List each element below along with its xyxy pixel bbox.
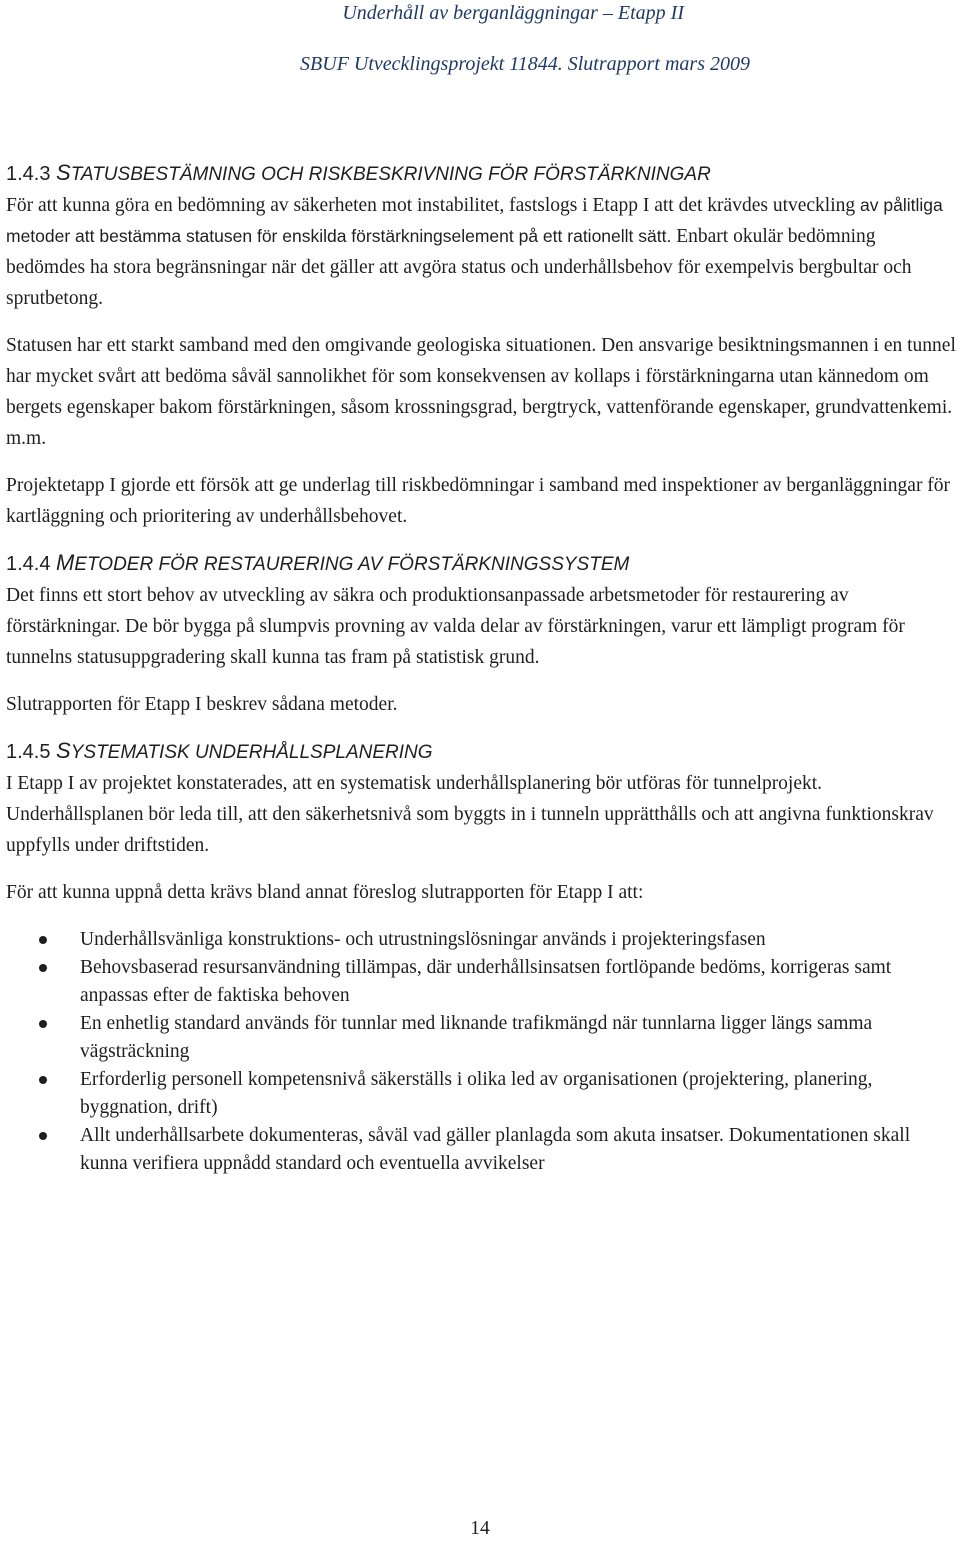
header-title: Underhåll av berganläggningar – Etapp II	[342, 2, 684, 24]
paragraph: Slutrapporten för Etapp I beskrev sådana metoder.	[6, 694, 398, 715]
list-item	[6, 1122, 956, 1178]
list-item-text: Underhållsvänliga konstruktions- och utrustningslösningar används i projekteringsfasen	[80, 929, 766, 950]
bullet-icon	[39, 1132, 47, 1140]
paragraph: Det finns ett stort behov av utveckling av säkra och produktionsanpassade arbetsmetoder för restaurering av förstärkningar. De bör bygga på slumpvis provning av valda delar av förstärkningen, varur ett lämpligt program för tunnelns statusuppgradering skall kunna tas fram på statistisk grund.	[6, 585, 905, 668]
section-title: YSTEMATISK UNDERHÅLLSPLANERING	[70, 742, 433, 763]
paragraph: I Etapp I av projektet konstaterades, att en systematisk underhållsplanering bör utföras för tunnelprojekt. Underhållsplanen bör leda till, att den säkerhetsnivå som byggts in i tunneln upprätthålls och att angivna funktionskrav uppfylls under driftstiden.	[6, 773, 934, 856]
section-title: ETODER FÖR RESTAURERING AV FÖRSTÄRKNINGSSYSTEM	[74, 554, 630, 575]
list-item	[6, 926, 956, 954]
bullet-icon	[39, 936, 47, 944]
list-item	[6, 1066, 956, 1122]
section-number: 1.4.5	[6, 741, 51, 763]
list-item-text: En enhetlig standard används för tunnlar med liknande trafikmängd när tunnlarna ligger längs samma vägsträckning	[80, 1013, 873, 1062]
list-item	[6, 954, 956, 1010]
paragraph: Statusen har ett starkt samband med den omgivande geologiska situationen. Den ansvarige besiktningsmannen i en tunnel har mycket svårt att bedöma såväl sannolikhet för som konsekvensen av kollaps i förstärkningarna utan kännedom om bergets egenskaper bakom förstärkningen, såsom krossningsgrad, bergtryck, vattenförande egenskaper, grundvattenkemi. m.m.	[6, 335, 956, 449]
section-title-initial: M	[56, 550, 75, 575]
section-heading-1-4-5	[6, 736, 956, 768]
section-heading-1-4-3	[6, 158, 956, 190]
text-run: För att kunna göra en bedömning av säkerheten mot instabilitet, fastslogs i Etapp I att det krävdes utveckling	[6, 195, 861, 216]
bullet-icon	[39, 964, 47, 972]
section-title-initial: S	[56, 160, 71, 185]
section-title-initial: S	[56, 738, 71, 763]
paragraph: Projektetapp I gjorde ett försök att ge underlag till riskbedömningar i samband med inspektioner av berganläggningar för kartläggning och prioritering av underhållsbehovet.	[6, 475, 951, 527]
list-item-text: Allt underhållsarbete dokumenteras, såväl vad gäller planlagda som akuta insatser. Dokumentationen skall kunna verifiera uppnådd standard och eventuella avvikelser	[80, 1125, 911, 1174]
paragraph: För att kunna uppnå detta krävs bland annat föreslog slutrapporten för Etapp I att:	[6, 882, 644, 903]
page-content	[6, 158, 956, 1178]
paragraph	[6, 190, 956, 314]
bullet-icon	[39, 1076, 47, 1084]
bullet-list	[6, 926, 956, 1178]
section-title: TATUSBESTÄMNING OCH RISKBESKRIVNING FÖR FÖRSTÄRKNINGAR	[70, 164, 711, 185]
page-number: 14	[470, 1518, 490, 1539]
section-number: 1.4.4	[6, 553, 51, 575]
header-subtitle: SBUF Utvecklingsprojekt 11844. Slutrapport mars 2009	[300, 53, 750, 75]
section-number: 1.4.3	[6, 163, 51, 185]
text-run: Enbart okulär bedömning bedömdes ha stora begränsningar när det gäller att avgöra status och underhållsbehov för exempelvis bergbultar och sprutbetong.	[6, 226, 912, 309]
list-item-text: Behovsbaserad resursanvändning tillämpas, där underhållsinsatsen fortlöpande bedöms, korrigeras samt anpassas efter de faktiska behoven	[80, 957, 892, 1006]
list-item	[6, 1010, 956, 1066]
section-heading-1-4-4	[6, 548, 956, 580]
list-item-text: Erforderlig personell kompetensnivå säkerställs i olika led av organisationen (projektering, planering, byggnation, drift)	[80, 1069, 873, 1118]
text-run: av pålitliga metoder att bestämma statusen för enskilda förstärkningselement på ett rationellt sätt.	[6, 195, 943, 246]
bullet-icon	[39, 1020, 47, 1028]
